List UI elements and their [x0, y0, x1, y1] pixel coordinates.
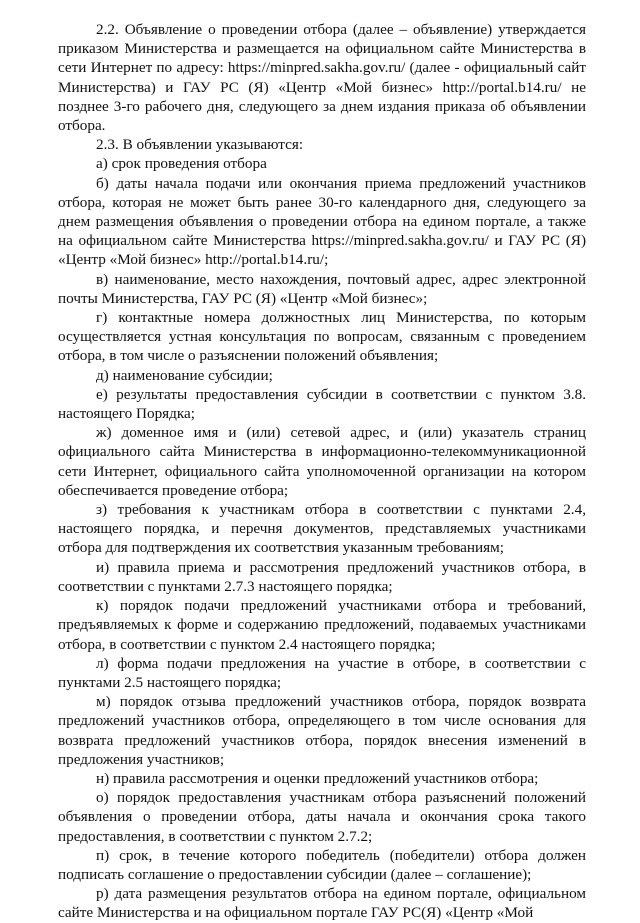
list-item-k: к) порядок подачи предложений участниками отбора и требований, предъявляемых к форме и содержанию предложений, подаваемых участниками отбора, в соответствии с пунктом 2.4 настоящего порядка;	[58, 597, 586, 653]
list-item-a: а) срок проведения отбора	[96, 155, 267, 173]
list-item-r: р) дата размещения результатов отбора на едином портале, официальном сайте Министерства и на официальном портале ГАУ РС(Я) «Центр «Мой	[58, 885, 586, 922]
paragraph-2-2: 2.2. Объявление о проведении отбора (далее – объявление) утверждается приказом Министерства и размещается на официальном сайте Министерства в сети Интернет по адресу: https://minpred.sakha.gov.ru/ (далее - официальный сайт Министерства) и ГАУ РС (Я) «Центр «Мой бизнес» http://portal.b14.ru/ не позднее 3-го рабочего дня, следующего за днем издания приказа об объявлении отбора.	[58, 21, 586, 135]
list-item-m: м) порядок отзыва предложений участников отбора, порядок возврата предложений участников отбора, определяющего в том числе основания для возврата предложений участников отбора, порядок внесения изменений в предложения участников;	[58, 693, 586, 768]
list-item-zh: ж) доменное имя и (или) сетевой адрес, и (или) указатель страниц официального сайта Министерства в информационно-телекоммуникационной сети Интернет, официального сайта уполномоченной организации на котором обеспечивается проведение отбора;	[58, 424, 586, 499]
list-item-p: п) срок, в течение которого победитель (победители) отбора должен подписать соглашение о предоставлении субсидии (далее – соглашение);	[58, 846, 586, 883]
list-item-d: д) наименование субсидии;	[96, 366, 273, 384]
list-item-l: л) форма подачи предложения на участие в отборе, в соответствии с пунктами 2.5 настоящего порядка;	[58, 654, 586, 691]
list-item-v: в) наименование, место нахождения, почтовый адрес, адрес электронной почты Министерства, ГАУ РС (Я) «Центр «Мой бизнес»;	[58, 270, 586, 307]
list-item-z: з) требования к участникам отбора в соответствии с пунктами 2.4, настоящего порядка, и перечня документов, представляемых участниками отбора для подтверждения их соответствия указанным требованиям;	[58, 501, 586, 557]
list-item-b: б) даты начала подачи или окончания приема предложений участников отбора, которая не может быть ранее 30-го календарного дня, следующего за днем размещения объявления о проведении отбора на едином портале, а также на официальном сайте Министерства https://minpred.sakha.gov.ru/ и ГАУ РС (Я) «Центр «Мой бизнес» http://portal.b14.ru/;	[58, 174, 586, 269]
list-item-o: о) порядок предоставления участникам отбора разъяснений положений объявления о проведении отбора, даты начала и окончания срока такого предоставления, в соответствии с пунктом 2.7.2;	[58, 789, 586, 845]
paragraph-2-3: 2.3. В объявлении указываются:	[96, 136, 304, 154]
document-page	[58, 20, 586, 923]
list-item-e: е) результаты предоставления субсидии в соответствии с пунктом 3.8. настоящего Порядка;	[58, 385, 586, 423]
list-item-i: и) правила приема и рассмотрения предложений участников отбора, в соответствии с пунктами 2.7.3 настоящего порядка;	[58, 558, 586, 595]
list-item-n: н) правила рассмотрения и оценки предложений участников отбора;	[96, 769, 539, 787]
list-item-g: г) контактные номера должностных лиц Министерства, по которым осуществляется устная консультация по вопросам, связанным с проведением отбора, в том числе о разъяснении положений объявления;	[58, 309, 586, 365]
